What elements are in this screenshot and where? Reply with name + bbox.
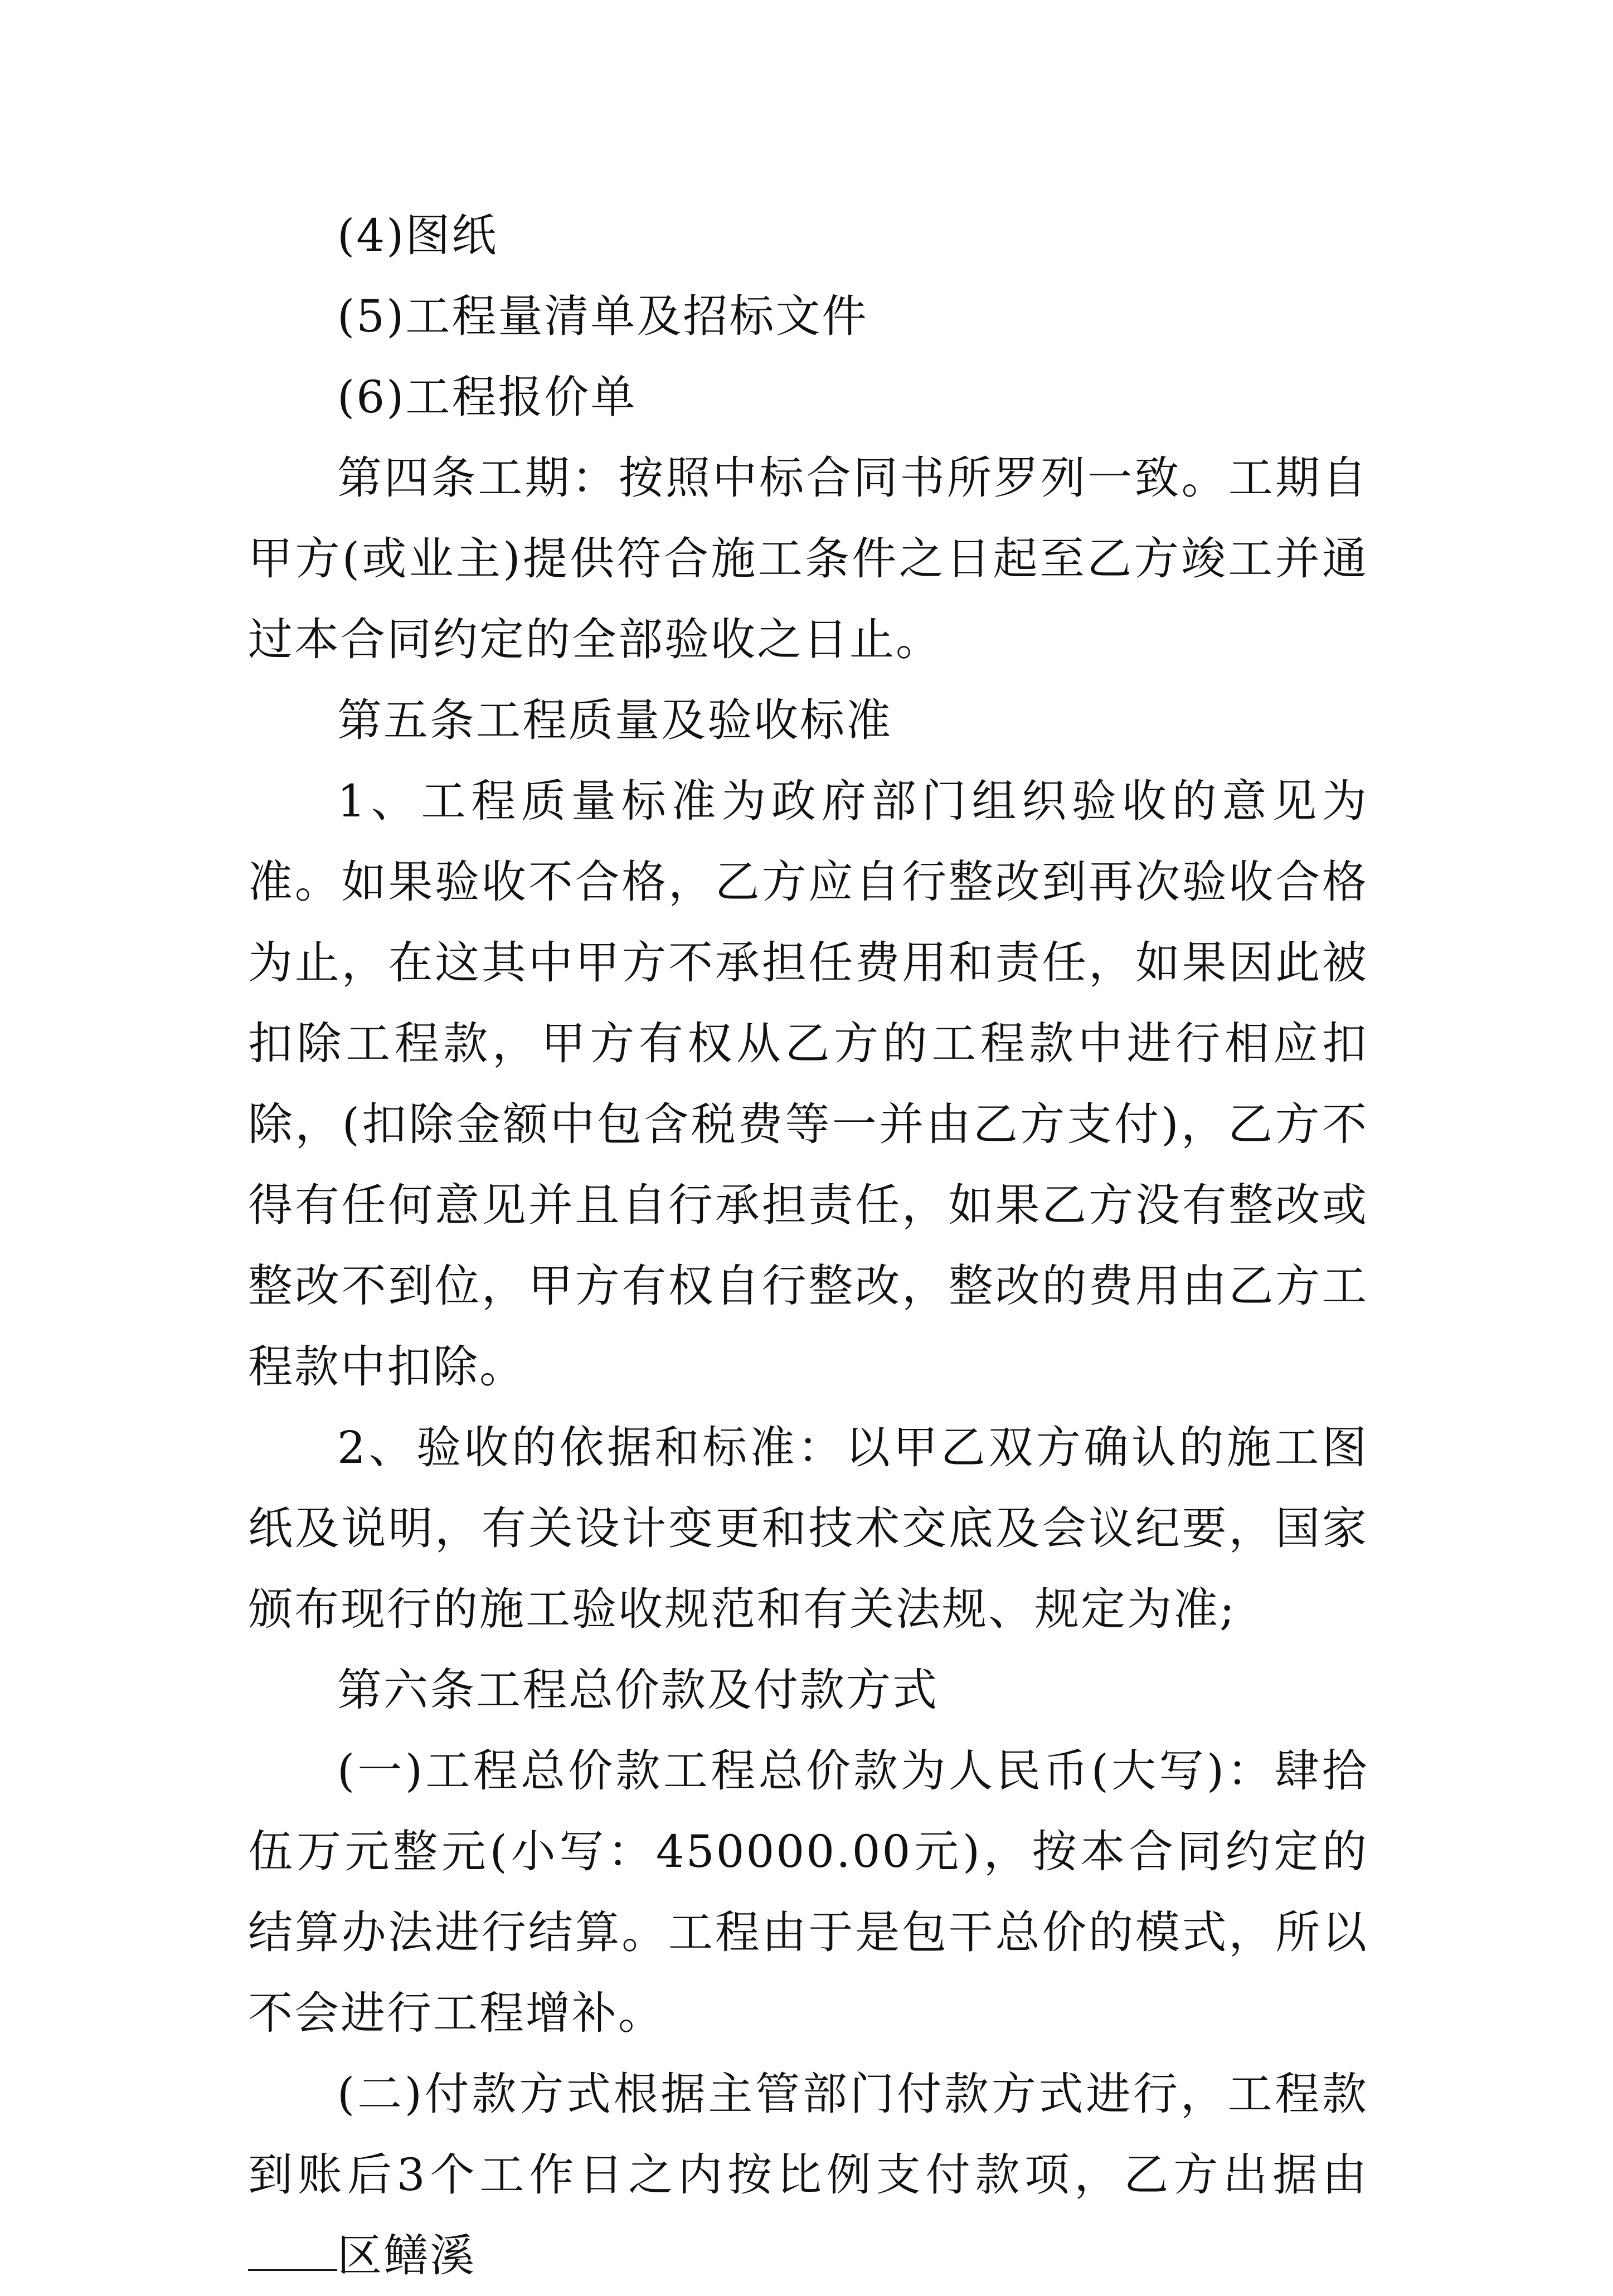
document-body (248, 195, 1368, 2296)
article-6-clause-1: (一)工程总价款工程总价款为人民币(大写)：肆拾伍万元整元(小写：450000.00元)，按本合同约定的结算办法进行结算。工程由于是包干总价的模式，所以不会进行工程增补。 (248, 1745, 1368, 2039)
clause-text: (二)付款方式根据主管部门付款方式进行，工程款到账后3个工作日之内按比例支付款项，乙方出据由 (248, 2068, 1368, 2201)
article-6-clause-2 (248, 2054, 1368, 2296)
clause-text-continued: 区鳝溪 (337, 2230, 476, 2282)
list-item-quotation: (6)工程报价单 (337, 371, 637, 423)
article-6-heading: 第六条工程总价款及付款方式 (337, 1664, 939, 1716)
list-item-bill-of-quantities: (5)工程量清单及招标文件 (337, 290, 868, 342)
article-5-clause-2: 2、验收的依据和标准：以甲乙双方确认的施工图纸及说明，有关设计变更和技术交底及会议纪要，国家颁布现行的施工验收规范和有关法规、规定为准; (248, 1422, 1368, 1635)
fill-in-blank (248, 2230, 337, 2271)
article-5-heading: 第五条工程质量及验收标准 (337, 694, 892, 746)
article-5-clause-1: 1、工程质量标准为政府部门组织验收的意见为准。如果验收不合格，乙方应自行整改到再次验收合格为止，在这其中甲方不承担任费用和责任，如果因此被扣除工程款，甲方有权从乙方的工程款中进行相应扣除，(扣除金额中包含税费等一并由乙方支付)，乙方不得有任何意见并且自行承担责任，如果乙方没有整改或整改不到位，甲方有权自行整改，整改的费用由乙方工程款中扣除。 (248, 775, 1368, 1393)
list-item-drawings: (4)图纸 (337, 210, 498, 261)
article-4-duration: 第四条工期：按照中标合同书所罗列一致。工期自甲方(或业主)提供符合施工条件之日起至乙方竣工并通过本合同约定的全部验收之日止。 (248, 452, 1368, 665)
